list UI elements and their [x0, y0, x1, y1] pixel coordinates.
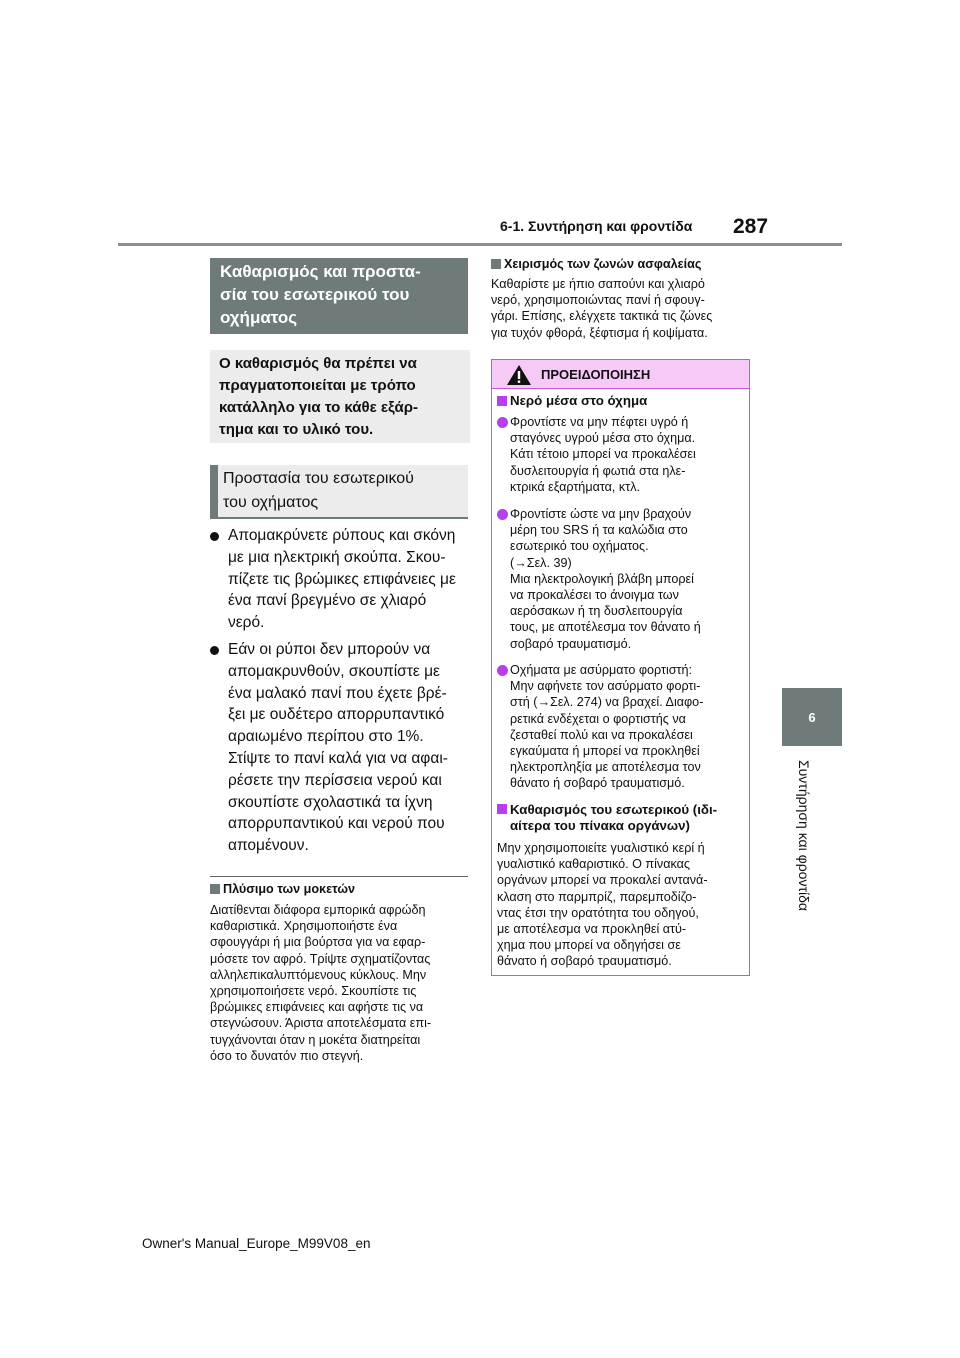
bullet-text	[228, 639, 448, 857]
text-line: σκουπίστε σχολαστικά τα ίχνη	[228, 793, 433, 811]
text-line: οργάνων μπορεί να προκαλεί αντανά-	[497, 873, 708, 888]
carpet-heading-text: Πλύσιμο των μοκετών	[223, 882, 355, 896]
bullet-icon	[210, 646, 219, 655]
chapter-label: Συντήρηση και φροντίδα	[796, 760, 812, 911]
page-number: 287	[733, 215, 769, 238]
text-line: σοβαρό τραυματισμό.	[510, 636, 632, 651]
section-header: 6-1. Συντήρηση και φροντίδα	[500, 218, 693, 234]
text-line: Μην αφήνετε τον ασύρματο φορτι-	[510, 679, 701, 694]
text-line: εγκαύματα ή μπορεί να προκληθεί	[510, 744, 700, 759]
intro-text	[210, 350, 470, 443]
warning-bullet-text	[510, 662, 703, 792]
warning-box	[491, 359, 750, 976]
warning-header	[492, 360, 749, 389]
text-line: τους, με αποτέλεσμα τον θάνατο ή	[510, 620, 701, 635]
square-bullet-icon	[210, 884, 220, 894]
text-line: κατάλληλο για το κάθε εξάρ-	[219, 399, 419, 416]
bullet-item	[210, 525, 456, 634]
text-line: Κάτι τέτοιο μπορεί να προκαλέσει	[510, 447, 696, 462]
text-line: μέρη του SRS ή τα καλώδια στο	[510, 523, 688, 538]
warning-bullet-text	[510, 414, 696, 495]
chapter-number: 6	[808, 709, 816, 725]
text-line: βρώμικες επιφάνειες και αφήστε τις να	[210, 1000, 424, 1015]
text-line: χρησιμοποιήσετε νερό. Σκουπίστε τις	[210, 984, 417, 999]
text-line: νερό.	[228, 614, 265, 632]
text-line: σταγόνες υγρού μέσα στο όχημα.	[510, 431, 696, 446]
text-line: χημα που μπορεί να οδηγήσει σε	[497, 938, 681, 953]
warning-subheading-text: Νερό μέσα στο όχημα	[510, 393, 648, 408]
text-line: Καθαρίστε με ήπιο σαπούνι και χλιαρό	[491, 277, 705, 291]
warning-subheading	[497, 802, 717, 834]
section-heading	[210, 465, 468, 519]
text-line: αλληλεπικαλυπτόμενους κύκλους. Μην	[210, 967, 427, 982]
belts-text	[491, 276, 712, 341]
text-line: απορρυπαντικού και νερού που	[228, 815, 445, 833]
text-line: ζεσταθεί πολύ και να προκαλέσει	[510, 727, 693, 742]
text-line: όσο το δυνατόν πιο στεγνή.	[210, 1048, 364, 1063]
text-line: σία του εσωτερικού του	[220, 285, 410, 304]
text-line: Μια ηλεκτρολογική βλάβη μπορεί	[510, 571, 694, 586]
text-line: Διατίθενται διάφορα εμπορικά αφρώδη	[210, 903, 426, 917]
carpet-text	[210, 902, 431, 1064]
text-line: αερόσακων ή τη δυσλειτουργία	[510, 604, 683, 619]
text-line: ντας έτσι την ορατότητα του οδηγού,	[497, 905, 699, 920]
text-line: Απομακρύνετε ρύπους και σκόνη	[228, 527, 456, 544]
text-line: Οχήματα με ασύρματο φορτιστή:	[510, 663, 693, 677]
text-line: τυγχάνονται όταν η μοκέτα διατηρείται	[210, 1032, 421, 1047]
belts-heading-text: Χειρισμός των ζωνών ασφαλείας	[504, 257, 702, 271]
page-title	[210, 258, 468, 334]
warning-bullet	[492, 662, 703, 792]
text-line: Προστασία του εσωτερικού	[223, 470, 414, 487]
text-line: απομακρυνθούν, σκουπίστε με	[228, 662, 440, 680]
text-line: αίτερα του πίνακα οργάνων)	[510, 818, 690, 834]
text-line: για τυχόν φθορά, ξέφτισμα ή κοψίματα.	[491, 325, 708, 340]
text-line: οχήματος	[220, 308, 298, 327]
bullet-icon	[497, 417, 508, 428]
bullet-icon	[497, 665, 508, 676]
text-line: απομένουν.	[228, 837, 309, 855]
bullet-text	[228, 525, 456, 634]
text-line: με μια ηλεκτρική σκούπα. Σκου-	[228, 548, 446, 566]
square-bullet-icon	[491, 259, 501, 269]
text-line: γυαλιστικό καθαριστικό. Ο πίνακας	[497, 857, 690, 872]
footer: Owner's Manual_Europe_M99V08_en	[142, 1236, 371, 1251]
warning-subheading	[497, 393, 647, 409]
text-line: Καθαρισμός του εσωτερικού (ιδι-	[510, 802, 718, 817]
text-line: ένα μαλακό πανί που έχετε βρέ-	[228, 684, 447, 702]
chapter-tab	[782, 688, 842, 746]
text-line: θάνατο ή σοβαρό τραυματισμό.	[497, 954, 672, 969]
text-line: ξει με ουδέτερο απορρυπαντικό	[228, 706, 445, 724]
warning-bullet	[492, 414, 696, 495]
text-line: Εάν οι ρύποι δεν μπορούν να	[228, 641, 431, 658]
text-line: ηλεκτροπληξία με αποτέλεσμα τον	[510, 760, 701, 775]
text-line: Φροντίστε ώστε να μην βραχούν	[510, 507, 692, 521]
divider	[210, 876, 468, 877]
text-line: εσωτερικό του οχήματος.	[510, 539, 649, 554]
text-line: καθαριστικά. Χρησιμοποιήστε ένα	[210, 919, 398, 934]
text-line: σφουγγάρι ή μια βούρτσα για να εφαρ-	[210, 935, 426, 950]
warning-title: ΠΡΟΕΙΔΟΠΟΙΗΣΗ	[541, 367, 651, 382]
bullet-item	[210, 639, 448, 857]
text-line: ρέσετε την περίσσεια νερού και	[228, 771, 442, 789]
warning-subheading-text	[510, 802, 717, 834]
bullet-icon	[210, 532, 219, 541]
text-line: πραγματοποιείται με τρόπο	[219, 377, 416, 394]
text-line: ένα πανί βρεγμένο σε χλιαρό	[228, 592, 427, 610]
text-line: Μην χρησιμοποιείτε γυαλιστικό κερί ή	[497, 841, 705, 855]
text-line: Ο καθαρισμός θα πρέπει να	[219, 355, 417, 372]
text-line: Στίψτε το πανί καλά για να αφαι-	[228, 749, 448, 767]
text-line: να προκαλέσει το άνοιγμα των	[510, 588, 679, 603]
header-divider	[118, 243, 842, 246]
text-line: νερό, χρησιμοποιώντας πανί ή σφουγ-	[491, 293, 705, 308]
text-line: θάνατο ή σοβαρό τραυματισμό.	[510, 776, 685, 791]
text-line: κλαση στο παρμπρίζ, παρεμποδίζο-	[497, 889, 697, 904]
warning-triangle-icon	[507, 365, 531, 385]
text-line: (→Σελ. 39)	[510, 555, 572, 570]
text-line: στή (→Σελ. 274) να βραχεί. Διαφο-	[510, 695, 704, 710]
text-line: κτρικά εξαρτήματα, κτλ.	[510, 479, 640, 494]
text-line: τημα και το υλικό του.	[219, 421, 374, 438]
belts-heading	[491, 256, 701, 272]
text-line: του οχήματος	[223, 494, 319, 511]
text-line: Καθαρισμός και προστα-	[220, 262, 421, 281]
text-line: με αποτέλεσμα να προκληθεί ατύ-	[497, 922, 687, 937]
text-line: ρετικά ενδέχεται ο φορτιστής να	[510, 711, 686, 726]
text-line: γάρι. Επίσης, ελέγχετε τακτικά τις ζώνες	[491, 309, 713, 324]
text-line: αραιωμένο περίπου στο 1%.	[228, 728, 424, 746]
warning-text	[497, 840, 708, 970]
warning-bullet	[492, 506, 701, 652]
text-line: δυσλειτουργία ή φωτιά στα ηλε-	[510, 463, 686, 478]
square-bullet-icon	[497, 804, 507, 814]
square-bullet-icon	[497, 396, 507, 406]
text-line: στεγνώσουν. Άριστα αποτελέσματα επι-	[210, 1016, 432, 1031]
bullet-icon	[497, 509, 508, 520]
text-line: Φροντίστε να μην πέφτει υγρό ή	[510, 415, 689, 429]
text-line: μόσετε τον αφρό. Τρίψτε σχηματίζοντας	[210, 951, 431, 966]
carpet-heading	[210, 881, 355, 897]
warning-bullet-text	[510, 506, 701, 652]
text-line: πίζετε τις βρώμικες επιφάνειες με	[228, 570, 456, 588]
